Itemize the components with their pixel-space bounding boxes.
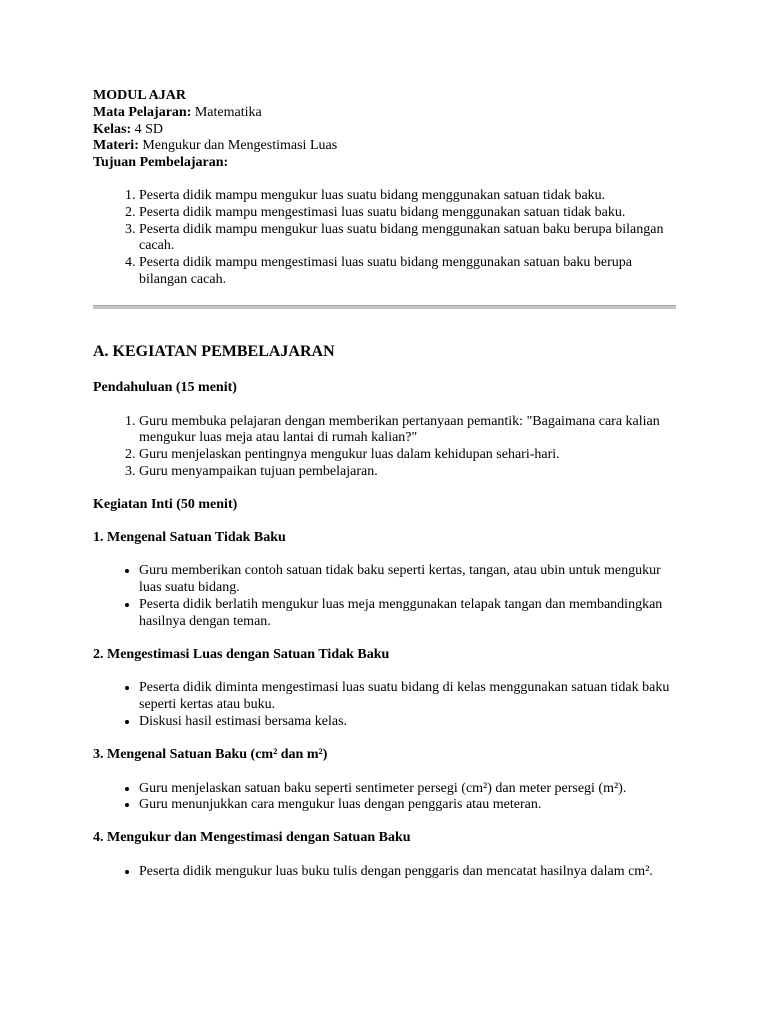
list-item: • Peserta didik mengukur luas buku tulis dengan penggaris dan mencatat hasilnya dalam cm². (139, 864, 676, 881)
class-value: 4 SD (134, 121, 164, 137)
class-line (93, 122, 676, 139)
class-label: Kelas: (93, 121, 132, 137)
list-item: 2. Peserta didik mampu mengestimasi luas suatu bidang menggunakan satuan tidak baku. (139, 205, 676, 222)
step-heading: 2. Mengestimasi Luas dengan Satuan Tidak Baku (93, 646, 390, 662)
list-item: 2. Guru menjelaskan pentingnya mengukur luas dalam kehidupan sehari-hari. (139, 447, 676, 464)
subject-line (93, 105, 676, 122)
section-title: A. KEGIATAN PEMBELAJARAN (93, 342, 335, 360)
step-list (93, 680, 676, 730)
horizontal-divider (93, 305, 676, 309)
list-item: 3. Guru menyampaikan tujuan pembelajaran. (139, 464, 676, 481)
list-item: • Diskusi hasil estimasi bersama kelas. (139, 714, 676, 731)
step-heading: 4. Mengukur dan Mengestimasi dengan Satuan Baku (93, 830, 411, 846)
step-list (93, 864, 676, 881)
subject-label: Mata Pelajaran: (93, 104, 192, 120)
step-list (93, 563, 676, 630)
list-item: • Guru menjelaskan satuan baku seperti sentimeter persegi (cm²) dan meter persegi (m²). (139, 781, 676, 798)
intro-list (93, 414, 676, 481)
topic-value: Mengukur dan Mengestimasi Luas (142, 138, 338, 154)
intro-heading: Pendahuluan (15 menit) (93, 379, 237, 395)
objectives-label: Tujuan Pembelajaran: (93, 155, 229, 171)
step-list (93, 781, 676, 815)
list-item: • Peserta didik berlatih mengukur luas meja menggunakan telapak tangan dan membandingkan hasilnya dengan teman. (139, 597, 676, 631)
list-item: • Guru memberikan contoh satuan tidak baku seperti kertas, tangan, atau ubin untuk mengukur luas suatu bidang. (139, 563, 676, 597)
topic-line (93, 138, 676, 155)
core-heading: Kegiatan Inti (50 menit) (93, 496, 238, 512)
list-item: 3. Peserta didik mampu mengukur luas suatu bidang menggunakan satuan baku berupa bilangan cacah. (139, 222, 676, 256)
list-item: • Peserta didik diminta mengestimasi luas suatu bidang di kelas menggunakan satuan tidak baku seperti kertas atau buku. (139, 680, 676, 714)
objectives-list (93, 188, 676, 289)
list-item: 1. Guru membuka pelajaran dengan memberikan pertanyaan pemantik: "Bagaimana cara kalian mengukur luas meja atau lantai di rumah kalian?" (139, 414, 676, 448)
step-heading: 1. Mengenal Satuan Tidak Baku (93, 529, 286, 545)
step-heading: 3. Mengenal Satuan Baku (cm² dan m²) (93, 746, 328, 762)
list-item: • Guru menunjukkan cara mengukur luas dengan penggaris atau meteran. (139, 797, 676, 814)
list-item: 4. Peserta didik mampu mengestimasi luas suatu bidang menggunakan satuan baku berupa bilangan cacah. (139, 255, 676, 289)
list-item: 1. Peserta didik mampu mengukur luas suatu bidang menggunakan satuan tidak baku. (139, 188, 676, 205)
subject-value: Matematika (194, 104, 262, 120)
module-title: MODUL AJAR (93, 88, 186, 103)
topic-label: Materi: (93, 138, 139, 154)
document-page (93, 88, 676, 881)
